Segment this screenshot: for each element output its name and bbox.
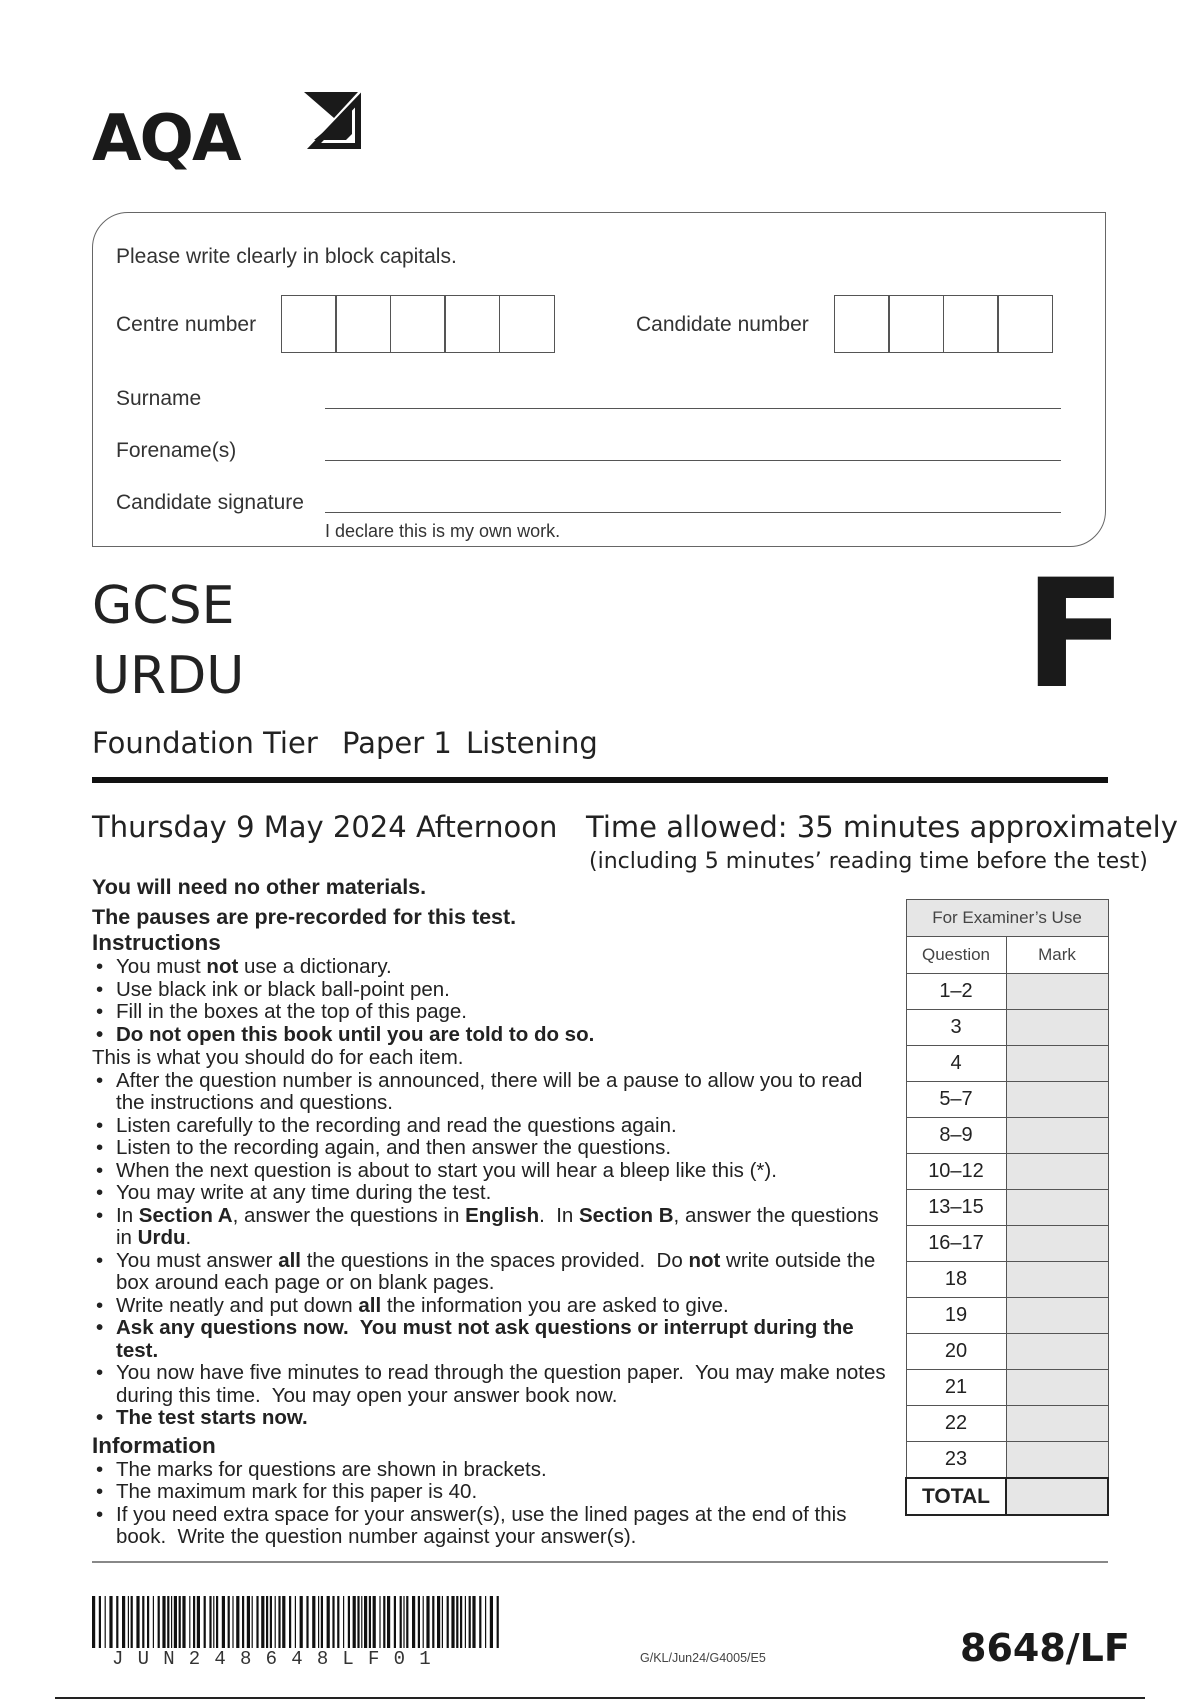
instruction-item: • You may write at any time during the test. [92,1182,892,1205]
mark-column-header: Mark [1006,937,1108,974]
information-item: • If you need extra space for your answer(s), use the lined pages at the end of this book. Write the question number against your answer(s). [92,1504,892,1549]
item-intro: This is what you should do for each item. [92,1046,464,1069]
total-label: TOTAL [906,1478,1006,1515]
instruction-item: • You now have five minutes to read through the question paper. You may make notes during this time. You may open your answer book now. [92,1362,892,1407]
question-cell: 19 [906,1298,1006,1334]
candidate-number-digit[interactable] [888,295,944,353]
mark-cell [1006,1262,1108,1298]
question-cell: 3 [906,1010,1006,1046]
paper-code: 8648/LF [960,1626,1130,1670]
candidate-number-label: Candidate number [636,313,809,336]
aqa-logo-mark-icon [300,88,362,150]
materials-note: You will need no other materials. [92,875,427,899]
time-allowed: Time allowed: 35 minutes approximately [586,810,1178,844]
instruction-item: • Listen to the recording again, and then answer the questions. [92,1137,892,1160]
footer-divider [92,1561,1108,1563]
centre-number-digit[interactable] [335,295,391,353]
mark-cell [1006,1010,1108,1046]
candidate-number-digit[interactable] [997,295,1053,353]
subject-title: URDU [92,646,245,706]
centre-number-boxes[interactable] [282,295,555,353]
question-column-header: Question [906,937,1006,974]
question-cell: 13–15 [906,1190,1006,1226]
instructions-panel [92,874,892,1549]
total-mark-cell [1006,1478,1108,1515]
candidate-number-digit[interactable] [943,295,999,353]
instruction-item: • In Section A, answer the questions in English. In Section B, answer the questions in Urdu. [92,1205,892,1250]
tier-label: Foundation Tier [92,726,318,760]
signature-label: Candidate signature [116,491,304,514]
exam-session: Afternoon [416,810,558,844]
mark-cell [1006,1118,1108,1154]
instruction-item: • When the next question is about to start you will hear a bleep like this (*). [92,1160,892,1183]
instruction-item: • Listen carefully to the recording and read the questions again. [92,1115,892,1138]
question-cell: 20 [906,1334,1006,1370]
declaration-text: I declare this is my own work. [325,521,561,541]
information-heading: Information [92,1432,216,1458]
question-cell: 18 [906,1262,1006,1298]
signature-field[interactable] [325,512,1061,513]
centre-number-digit[interactable] [390,295,446,353]
question-cell: 8–9 [906,1118,1006,1154]
instruction-item: • The test starts now. [92,1407,892,1430]
instruction-item: • Use black ink or black ball-point pen. [92,979,892,1002]
forenames-label: Forename(s) [116,439,237,462]
mark-cell [1006,1334,1108,1370]
block-capitals-instruction: Please write clearly in block capitals. [116,245,457,268]
information-list [92,1459,892,1549]
mark-cell [1006,1046,1108,1082]
time-allowed-note: (including 5 minutes’ reading time before the test) [589,849,1148,874]
question-cell: 5–7 [906,1082,1006,1118]
examiners-use-table [905,899,1109,1516]
forenames-field[interactable] [325,460,1061,461]
exam-date: Thursday 9 May 2024 [92,810,407,844]
mark-cell [1006,1406,1108,1442]
instruction-item: • You must not use a dictionary. [92,956,892,979]
item-steps-list [92,1070,892,1430]
question-cell: 22 [906,1406,1006,1442]
question-cell: 16–17 [906,1226,1006,1262]
question-cell: 4 [906,1046,1006,1082]
question-cell: 1–2 [906,974,1006,1010]
information-item: • The maximum mark for this paper is 40. [92,1481,892,1504]
document-reference: G/KL/Jun24/G4005/E5 [640,1651,766,1665]
title-divider [92,777,1108,783]
instruction-item: • Fill in the boxes at the top of this page. [92,1001,892,1024]
centre-number-digit[interactable] [444,295,500,353]
component-label: Listening [466,726,598,760]
tier-letter: F [1024,548,1127,722]
candidate-number-digit[interactable] [834,295,890,353]
pauses-note: The pauses are pre-recorded for this test. [92,905,517,929]
page-bottom-line [55,1697,1145,1699]
question-cell: 10–12 [906,1154,1006,1190]
mark-cell [1006,1442,1108,1479]
mark-cell [1006,1190,1108,1226]
examiners-use-title: For Examiner’s Use [906,900,1108,937]
information-item: • The marks for questions are shown in brackets. [92,1459,892,1482]
centre-number-digit[interactable] [281,295,337,353]
aqa-logo [92,88,362,188]
mark-cell [1006,1298,1108,1334]
instruction-item: • After the question number is announced, there will be a pause to allow you to read the instructions and questions. [92,1070,892,1115]
instruction-item: • You must answer all the questions in the spaces provided. Do not write outside the box around each page or on blank pages. [92,1250,892,1295]
surname-field[interactable] [325,408,1061,409]
surname-label: Surname [116,387,202,410]
mark-cell [1006,974,1108,1010]
qualification-title: GCSE [92,576,235,636]
mark-cell [1006,1154,1108,1190]
question-cell: 21 [906,1370,1006,1406]
mark-cell [1006,1370,1108,1406]
aqa-logo-text: AQA [92,102,240,176]
instruction-item: • Ask any questions now. You must not ask questions or interrupt during the test. [92,1317,892,1362]
instruction-item: • Do not open this book until you are told to do so. [92,1024,892,1047]
mark-cell [1006,1226,1108,1262]
instructions-heading: Instructions [92,930,221,955]
paper-label: Paper 1 [342,726,452,760]
barcode-text: JUN248648LF01 [112,1648,445,1670]
mark-cell [1006,1082,1108,1118]
candidate-number-boxes[interactable] [835,295,1053,353]
barcode-icon [92,1596,502,1648]
instruction-item: • Write neatly and put down all the information you are asked to give. [92,1295,892,1318]
instructions-list [92,956,892,1046]
centre-number-digit[interactable] [499,295,555,353]
question-cell: 23 [906,1442,1006,1479]
centre-number-label: Centre number [116,313,257,336]
